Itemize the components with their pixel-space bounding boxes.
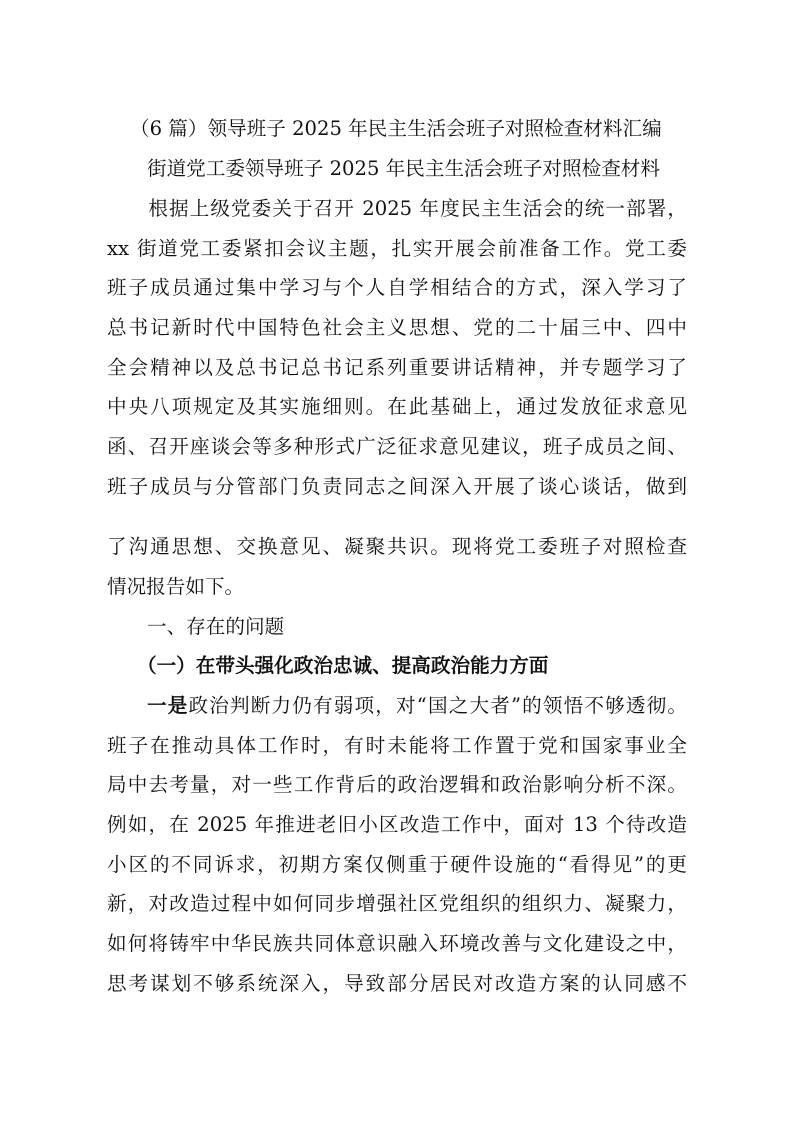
intro-line-10: 情况报告如下。 xyxy=(107,575,245,598)
document-title: （6 篇）领导班子 2025 年民主生活会班子对照检查材料汇编 xyxy=(130,117,662,140)
subsection-heading: （一）在带头强化政治忠诚、提高政治能力方面 xyxy=(137,654,549,677)
point1-line-3: 局中去考量，对一些工作背后的政治逻辑和政治影响分析不深。 xyxy=(107,773,687,796)
intro-line-8: 班子成员与分管部门负责同志之间深入开展了谈心谈话，做到 xyxy=(107,475,687,498)
intro-line-4: 总书记新时代中国特色社会主义思想、党的二十届三中、四中 xyxy=(107,316,687,339)
document-subtitle: 街道党工委领导班子 2025 年民主生活会班子对照检查材料 xyxy=(147,157,660,180)
point1-line-4: 例如，在 2025 年推进老旧小区改造工作中，面对 13 个待改造 xyxy=(107,813,687,836)
point1-first-line xyxy=(147,693,687,718)
point1-line-5: 小区的不同诉求，初期方案仅侧重于硬件设施的“看得见”的更 xyxy=(107,853,687,876)
intro-line-9: 了沟通思想、交换意见、凝聚共识。现将党工委班子对照检查 xyxy=(107,535,687,558)
intro-line-5: 全会精神以及总书记总书记系列重要讲话精神，并专题学习了 xyxy=(107,356,687,379)
intro-line-7: 函、召开座谈会等多种形式广泛征求意见建议，班子成员之间、 xyxy=(107,435,687,458)
intro-line-3: 班子成员通过集中学习与个人自学相结合的方式，深入学习了 xyxy=(107,276,687,299)
intro-line-2: xx 街道党工委紧扣会议主题，扎实开展会前准备工作。党工委 xyxy=(107,237,687,260)
point1-line-7: 如何将铸牢中华民族共同体意识融入环境改善与文化建设之中， xyxy=(107,932,687,955)
point1-line-6: 新，对改造过程中如何同步增强社区党组织的组织力、凝聚力， xyxy=(107,892,687,915)
point1-line-8: 思考谋划不够系统深入，导致部分居民对改造方案的认同感不 xyxy=(107,972,687,995)
point1-line-2: 班子在推动具体工作时，有时未能将工作置于党和国家事业全 xyxy=(107,734,687,757)
point1-lead: 一是 xyxy=(147,694,189,717)
intro-line-1: 根据上级党委关于召开 2025 年度民主生活会的统一部署， xyxy=(107,197,687,220)
intro-line-6: 中央八项规定及其实施细则。在此基础上，通过发放征求意见 xyxy=(107,395,687,418)
point1-first-rest: 政治判断力仍有弱项，对“国之大者”的领悟不够透彻。 xyxy=(188,694,687,717)
section-heading: 一、存在的问题 xyxy=(147,615,285,638)
